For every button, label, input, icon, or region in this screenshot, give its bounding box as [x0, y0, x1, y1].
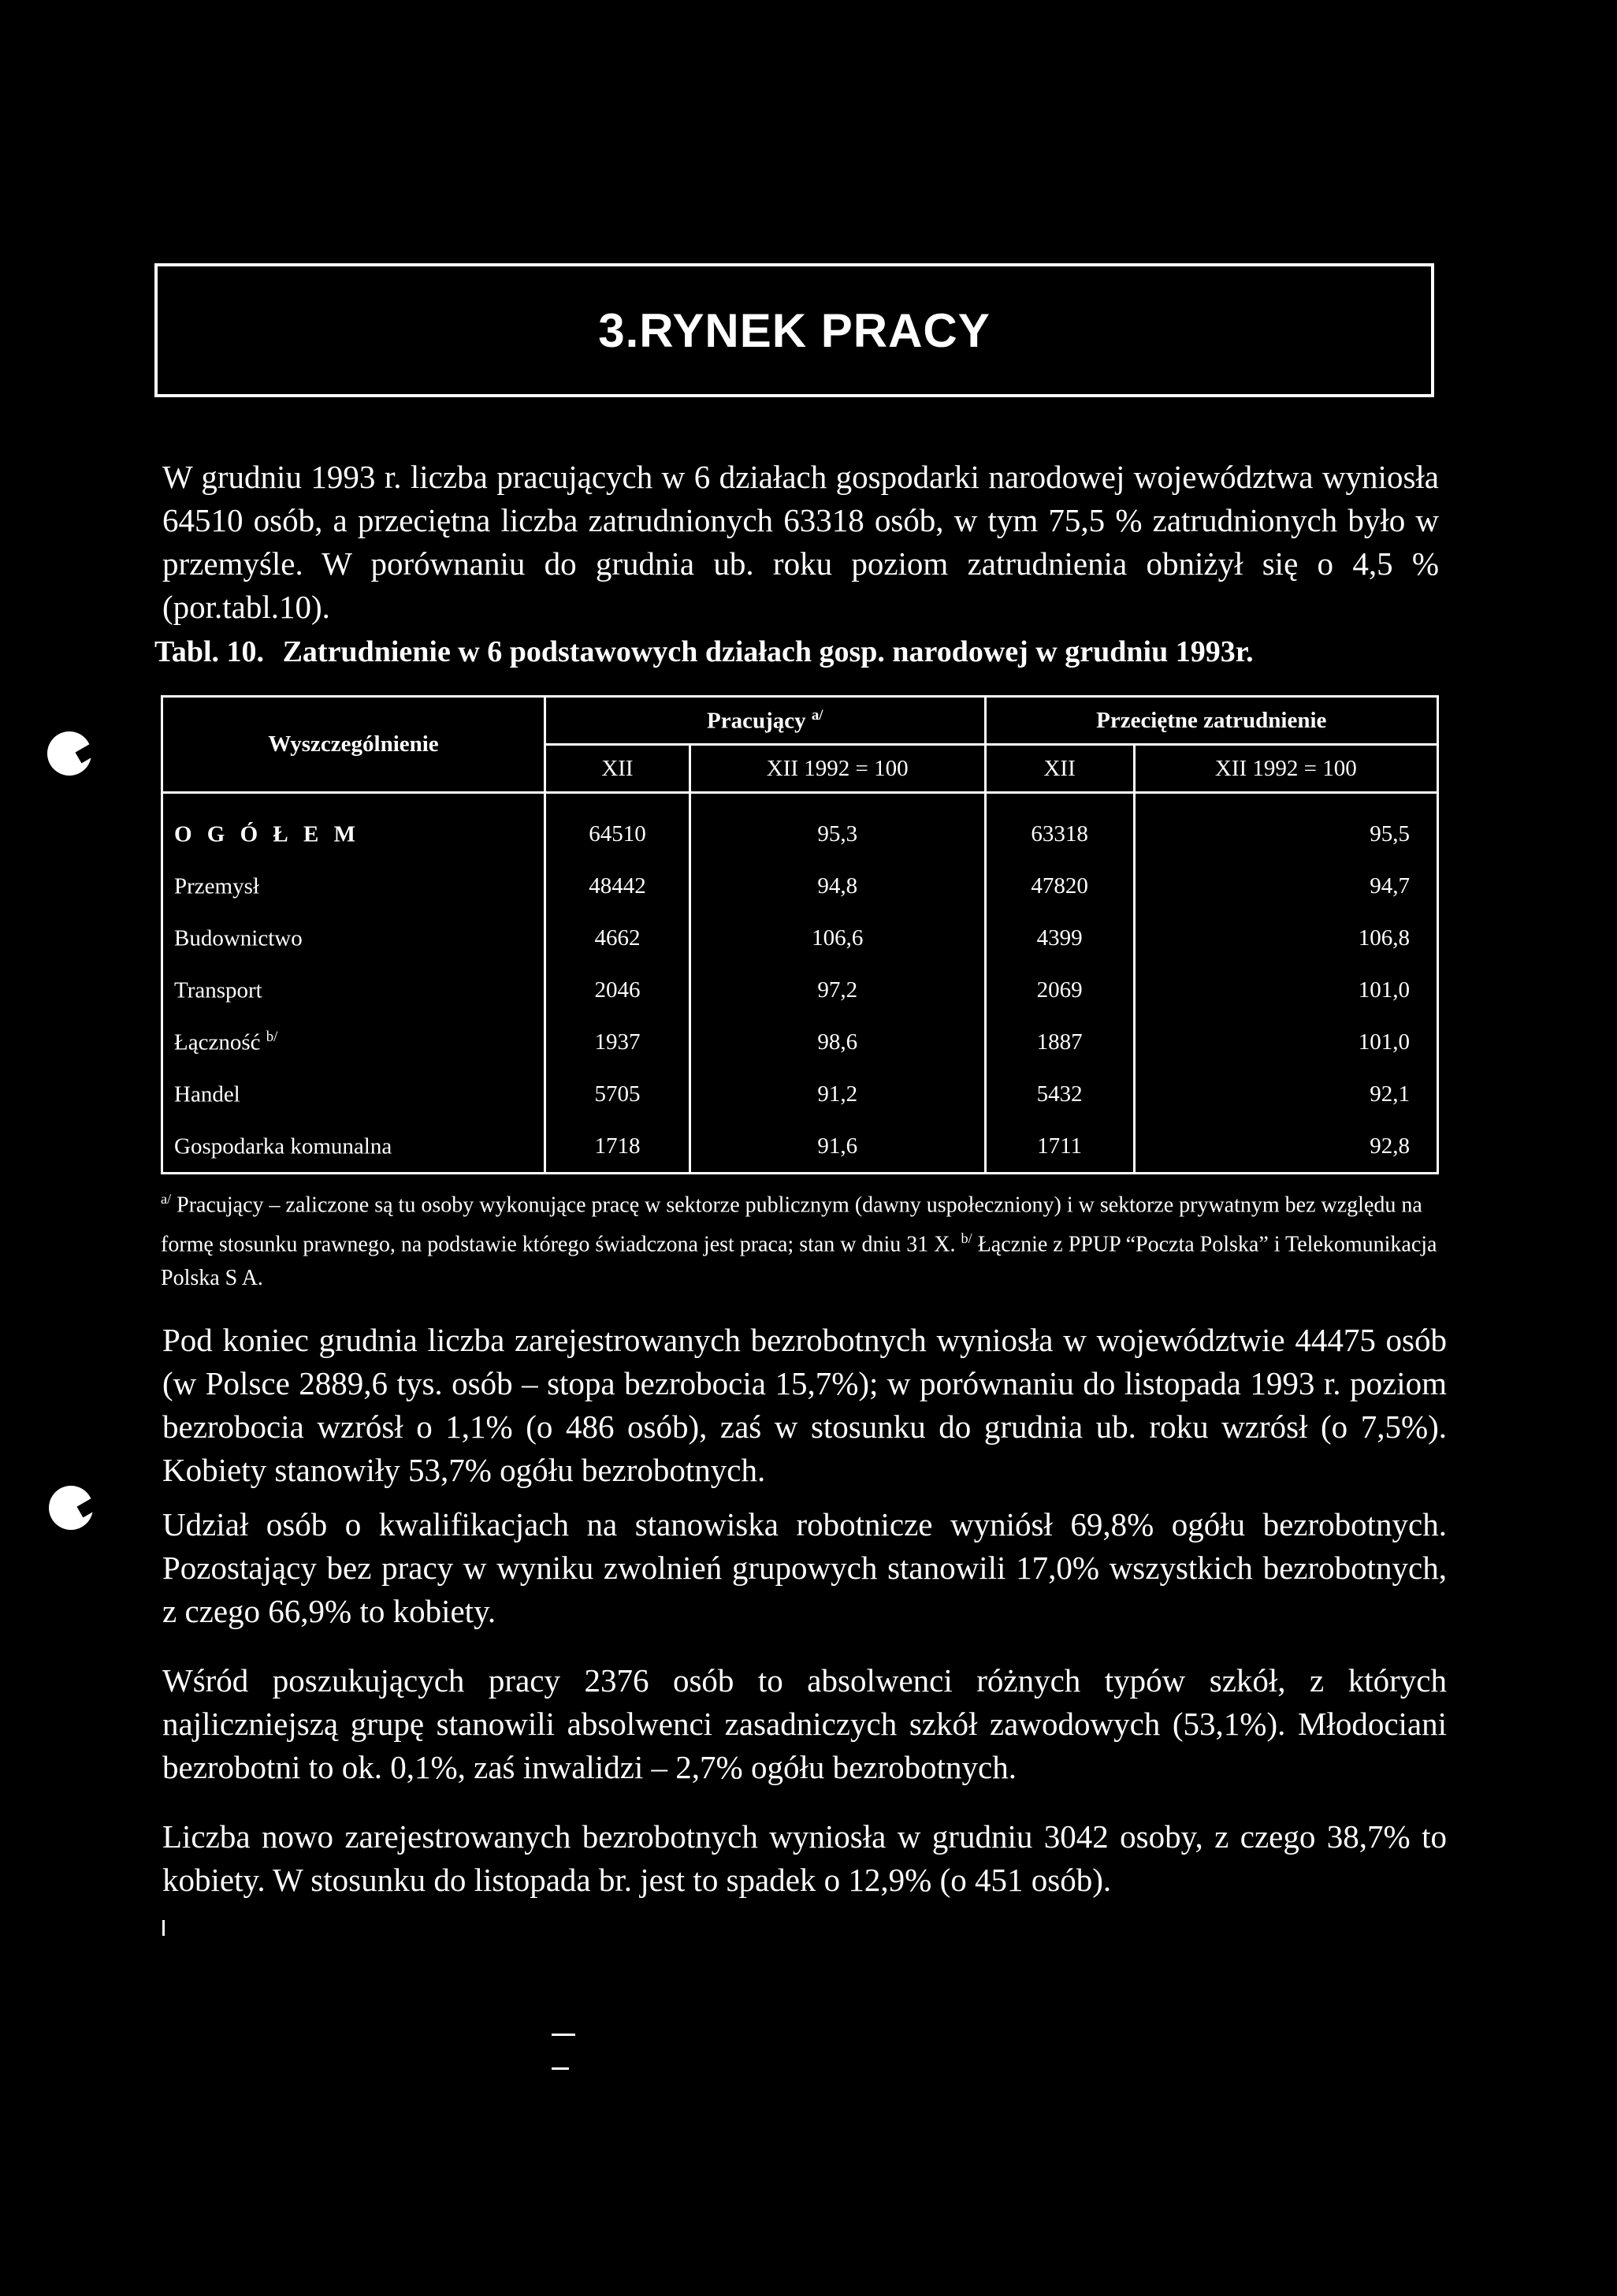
cell-workers-index: 91,6: [690, 1120, 985, 1174]
employment-table: [161, 695, 1439, 1174]
paragraph-unemployment: Pod koniec grudnia liczba zarejestrowanych bezrobotnych wyniosła w województwie 44475 osób (w Polsce 2889,6 tys. osób – stopa bezrobocia 15,7%); w porównaniu do listopada 1993 r. poziom bezrobocia wzrósł o 1,1% (o 486 osób), zaś w stosunku do grudnia ub. roku wzrósł (o 7,5%). Kobiety stanowiły 53,7% ogółu bezrobotnych.: [162, 1322, 1447, 1488]
cell-workers-index: 97,2: [690, 964, 985, 1016]
row-label: O G Ó Ł E M: [162, 793, 545, 861]
scan-speck: [552, 2034, 575, 2036]
footnote-b-text: Łącznie z PPUP “Poczta Polska” i Telekomunikacja Polska S A.: [161, 1232, 1437, 1290]
footnote-b-marker: b/: [961, 1230, 972, 1247]
cell-employment-index: 101,0: [1134, 964, 1437, 1016]
paragraph-qualifications: Udział osób o kwalifikacjach na stanowiska robotnicze wyniósł 69,8% ogółu bezrobotnych. Pozostający bez pracy w wyniku zwolnień grupowych stanowili 17,0% wszystkich bezrobotnych, z czego 66,9% to kobiety.: [162, 1506, 1447, 1629]
cell-employment-index: 95,5: [1134, 793, 1437, 861]
table-caption-number: Tabl. 10.: [154, 635, 265, 668]
footnote-a-marker: a/: [161, 1191, 172, 1207]
header-workers-index: XII 1992 = 100: [690, 745, 985, 793]
table-footnote: [161, 1182, 1439, 1295]
table-row: [162, 1120, 1438, 1174]
cell-employment-index: 106,8: [1134, 912, 1437, 964]
table-row: [162, 1068, 1438, 1120]
cell-employment-index: 92,1: [1134, 1068, 1437, 1120]
header-employment-index: XII 1992 = 100: [1134, 745, 1437, 793]
cell-employment: 4399: [985, 912, 1134, 964]
header-workers-xii: XII: [545, 745, 690, 793]
cell-workers: 4662: [545, 912, 690, 964]
cell-employment-index: 94,7: [1134, 860, 1437, 912]
cell-workers-index: 98,6: [690, 1016, 985, 1068]
cell-workers: 2046: [545, 964, 690, 1016]
table-row: [162, 912, 1438, 964]
cell-employment: 2069: [985, 964, 1134, 1016]
cell-employment: 1887: [985, 1016, 1134, 1068]
table-row: [162, 793, 1438, 861]
cell-employment: 1711: [985, 1120, 1134, 1174]
row-label: Handel: [162, 1068, 545, 1120]
header-group-workers-label: Pracujący: [707, 708, 806, 734]
row-label: Gospodarka komunalna: [162, 1120, 545, 1174]
cell-employment: 5432: [985, 1068, 1134, 1120]
scan-speck: [552, 2067, 569, 2070]
intro-paragraph: W grudniu 1993 r. liczba pracujących w 6 działach gospodarki narodowej województwa wyniosła 64510 osób, a przeciętna liczba zatrudnionych 63318 osób, w tym 75,5 % zatrudnionych było w przemyśle. W porównaniu do grudnia ub. roku poziom zatrudnienia obniżył się o 4,5 % (por.tabl.10).: [162, 459, 1439, 625]
row-label: Łączność $^{b/}$: [162, 1016, 545, 1068]
header-group-workers-note: a/: [811, 706, 823, 724]
cell-workers-index: 95,3: [690, 793, 985, 861]
row-label: Transport: [162, 964, 545, 1016]
header-group-workers: [545, 697, 986, 745]
cell-workers: 48442: [545, 860, 690, 912]
header-row-label: Wyszczególnienie: [162, 697, 545, 793]
header-group-employment: Przeciętne zatrudnienie: [985, 697, 1437, 745]
paragraph-graduates: Wśród poszukujących pracy 2376 osób to absolwenci różnych typów szkół, z których najliczniejszą grupę stanowili absolwenci zasadniczych szkół zawodowych (53,1%). Młodociani bezrobotni to ok. 0,1%, zaś inwalidzi – 2,7% ogółu bezrobotnych.: [162, 1662, 1447, 1785]
footnote-a-text: Pracujący – zaliczone są tu osoby wykonujące pracę w sektorze publicznym (dawny uspołeczniony) i w sektorze prywatnym bez względu na formę stosunku prawnego, na podstawie którego świadczona jest praca; stan w dniu 31 X.: [161, 1193, 1422, 1257]
cell-workers: 5705: [545, 1068, 690, 1120]
table-caption: [154, 634, 1254, 669]
cell-workers: 1937: [545, 1016, 690, 1068]
cell-employment-index: 101,0: [1134, 1016, 1437, 1068]
scan-speck: [162, 1920, 165, 1936]
chapter-title: 3.RYNEK PRACY: [598, 303, 991, 357]
punch-hole-mark: [49, 1486, 93, 1530]
cell-workers: 1718: [545, 1120, 690, 1174]
cell-workers-index: 106,6: [690, 912, 985, 964]
cell-workers-index: 94,8: [690, 860, 985, 912]
row-label: Przemysł: [162, 860, 545, 912]
cell-employment-index: 92,8: [1134, 1120, 1437, 1174]
cell-workers: 64510: [545, 793, 690, 861]
paragraph-new-registrations: Liczba nowo zarejestrowanych bezrobotnych wyniosła w grudniu 3042 osoby, z czego 38,7% to kobiety. W stosunku do listopada br. jest to spadek o 12,9% (o 451 osób).: [162, 1818, 1447, 1898]
punch-hole-mark: [47, 731, 91, 776]
row-label: Budownictwo: [162, 912, 545, 964]
chapter-title-box: [154, 263, 1434, 397]
table-row: [162, 1016, 1438, 1068]
header-employment-xii: XII: [985, 745, 1134, 793]
cell-employment: 47820: [985, 860, 1134, 912]
cell-employment: 63318: [985, 793, 1134, 861]
table-row: [162, 860, 1438, 912]
table-caption-text: Zatrudnienie w 6 podstawowych działach gosp. narodowej w grudniu 1993r.: [282, 635, 1254, 668]
table-row: [162, 964, 1438, 1016]
cell-workers-index: 91,2: [690, 1068, 985, 1120]
